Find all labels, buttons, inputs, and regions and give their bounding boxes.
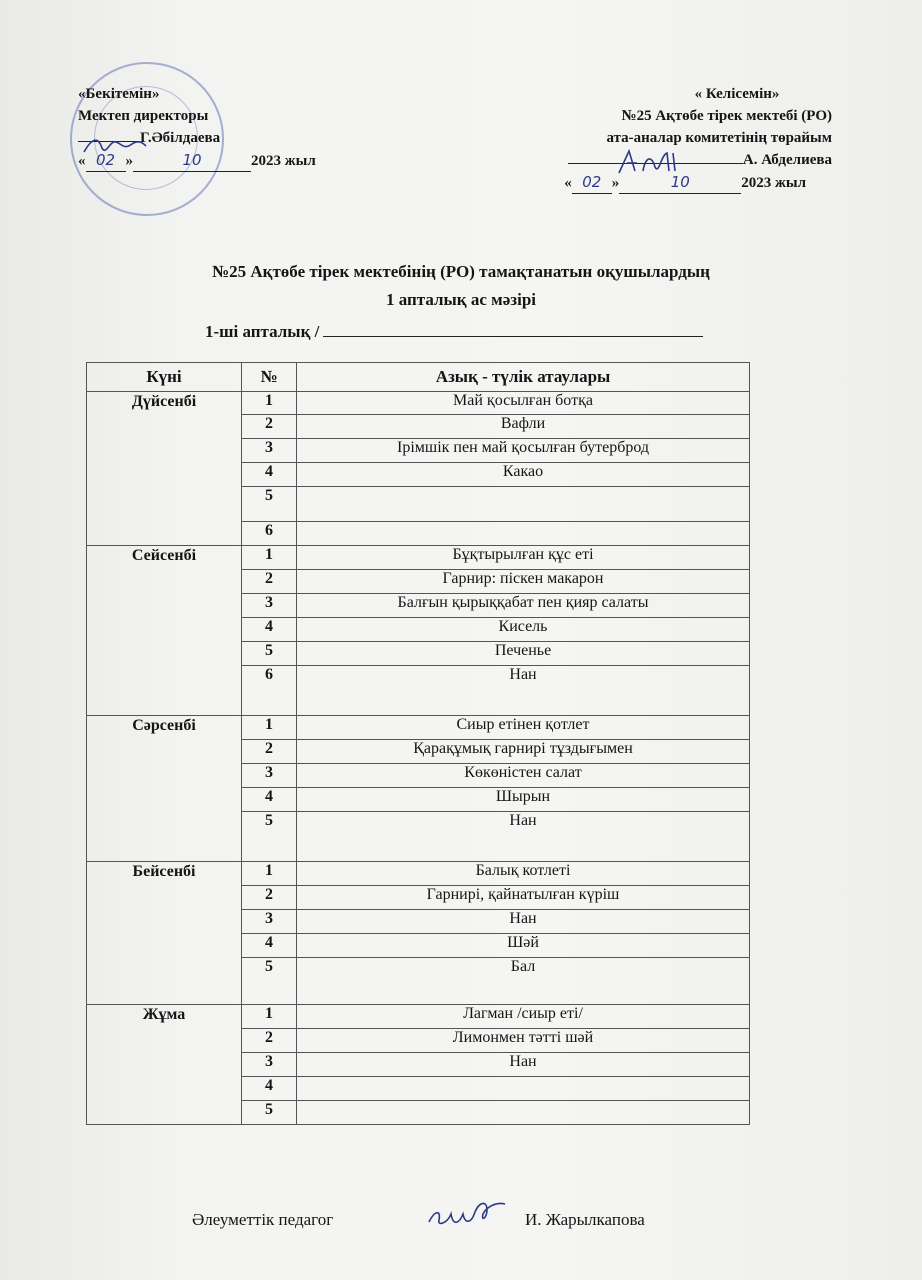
approval-title: «Бекітемін» bbox=[78, 86, 160, 102]
committee-signature bbox=[615, 145, 685, 179]
food-item-cell: Лагман /сиыр еті/ bbox=[297, 1005, 750, 1029]
header-number: № bbox=[242, 363, 297, 392]
food-item-cell: Вафли bbox=[297, 415, 750, 439]
item-number-cell: 1 bbox=[242, 1005, 297, 1029]
agreement-line1: №25 Ақтөбе тірек мектебі (РО) bbox=[621, 108, 832, 124]
food-item-cell bbox=[297, 1101, 750, 1125]
food-item-cell: Нан bbox=[297, 910, 750, 934]
table-row bbox=[87, 1005, 750, 1029]
document-title: №25 Ақтөбе тірек мектебінің (РО) тамақтанатын оқушылардың bbox=[212, 262, 710, 281]
day-cell: Жұма bbox=[87, 1005, 242, 1125]
day-cell: Сәрсенбі bbox=[87, 716, 242, 862]
item-number-cell: 3 bbox=[242, 1053, 297, 1077]
day-cell: Дүйсенбі bbox=[87, 392, 242, 546]
menu-table bbox=[86, 362, 750, 1125]
table-row bbox=[87, 392, 750, 415]
food-item-cell: Какао bbox=[297, 463, 750, 487]
approval-date-month: 10 bbox=[133, 149, 251, 172]
item-number-cell: 2 bbox=[242, 1029, 297, 1053]
item-number-cell: 4 bbox=[242, 463, 297, 487]
food-item-cell: Лимонмен тәтті шәй bbox=[297, 1029, 750, 1053]
item-number-cell: 5 bbox=[242, 812, 297, 862]
agreement-name: А. Абделиева bbox=[742, 152, 832, 168]
item-number-cell: 2 bbox=[242, 570, 297, 594]
table-row bbox=[87, 716, 750, 740]
item-number-cell: 5 bbox=[242, 487, 297, 522]
table-row bbox=[87, 546, 750, 570]
item-number-cell: 2 bbox=[242, 886, 297, 910]
header-food: Азық - түлік атаулары bbox=[297, 363, 750, 392]
food-item-cell: Нан bbox=[297, 1053, 750, 1077]
agreement-date-month: 10 bbox=[619, 171, 741, 194]
food-item-cell: Балғын қырыққабат пен қияр салаты bbox=[297, 594, 750, 618]
food-item-cell: Нан bbox=[297, 812, 750, 862]
agreement-title: « Келісемін» bbox=[694, 86, 780, 102]
food-item-cell: Көкөністен салат bbox=[297, 764, 750, 788]
week-label-row bbox=[205, 322, 703, 342]
footer-name: И. Жарылкапова bbox=[525, 1210, 645, 1229]
approval-date-year: 2023 жыл bbox=[251, 153, 316, 169]
item-number-cell: 5 bbox=[242, 958, 297, 1005]
item-number-cell: 1 bbox=[242, 392, 297, 415]
food-item-cell: Кисель bbox=[297, 618, 750, 642]
item-number-cell: 6 bbox=[242, 522, 297, 546]
agreement-date-year: 2023 жыл bbox=[741, 175, 806, 191]
item-number-cell: 4 bbox=[242, 618, 297, 642]
food-item-cell: Шырын bbox=[297, 788, 750, 812]
food-item-cell: Нан bbox=[297, 666, 750, 716]
approval-date-day: 02 bbox=[86, 149, 126, 172]
food-item-cell: Бұқтырылған құс еті bbox=[297, 546, 750, 570]
pedagogue-signature bbox=[425, 1196, 515, 1232]
header-day: Күні bbox=[87, 363, 242, 392]
food-item-cell bbox=[297, 487, 750, 522]
item-number-cell: 3 bbox=[242, 594, 297, 618]
item-number-cell: 1 bbox=[242, 546, 297, 570]
food-item-cell: Май қосылған ботқа bbox=[297, 392, 750, 415]
approval-name: Г.Әбілдаева bbox=[140, 130, 221, 146]
week-blank-line bbox=[323, 322, 703, 337]
food-item-cell: Сиыр етінен қотлет bbox=[297, 716, 750, 740]
week-label: 1-ші апталық / bbox=[205, 322, 320, 341]
item-number-cell: 6 bbox=[242, 666, 297, 716]
item-number-cell: 3 bbox=[242, 764, 297, 788]
table-row bbox=[87, 862, 750, 886]
agreement-date: « 02 » 10 2023 жыл bbox=[522, 171, 832, 194]
agreement-date-day: 02 bbox=[572, 171, 612, 194]
menu-table-body bbox=[87, 392, 750, 1125]
item-number-cell: 1 bbox=[242, 862, 297, 886]
agreement-line2: ата-аналар комитетінің төрайым bbox=[606, 130, 832, 146]
item-number-cell: 4 bbox=[242, 934, 297, 958]
director-signature bbox=[80, 130, 150, 160]
document-subtitle: 1 апталық ас мәзірі bbox=[385, 290, 537, 309]
footer-position: Әлеуметтік педагог bbox=[192, 1210, 334, 1229]
item-number-cell: 4 bbox=[242, 1077, 297, 1101]
item-number-cell: 3 bbox=[242, 910, 297, 934]
item-number-cell: 5 bbox=[242, 1101, 297, 1125]
item-number-cell: 1 bbox=[242, 716, 297, 740]
food-item-cell: Гарнир: піскен макарон bbox=[297, 570, 750, 594]
item-number-cell: 2 bbox=[242, 740, 297, 764]
food-item-cell: Печенье bbox=[297, 642, 750, 666]
item-number-cell: 3 bbox=[242, 439, 297, 463]
approval-date: « 02 » 10 2023 жыл bbox=[78, 149, 378, 172]
food-item-cell bbox=[297, 522, 750, 546]
food-item-cell: Шәй bbox=[297, 934, 750, 958]
table-header-row bbox=[87, 363, 750, 392]
approval-position: Мектеп директоры bbox=[78, 108, 209, 124]
food-item-cell: Қарақұмық гарнирі тұздығымен bbox=[297, 740, 750, 764]
food-item-cell: Бал bbox=[297, 958, 750, 1005]
food-item-cell: Ірімшік пен май қосылған бутерброд bbox=[297, 439, 750, 463]
food-item-cell: Балық котлеті bbox=[297, 862, 750, 886]
food-item-cell: Гарнирі, қайнатылған күріш bbox=[297, 886, 750, 910]
food-item-cell bbox=[297, 1077, 750, 1101]
item-number-cell: 5 bbox=[242, 642, 297, 666]
day-cell: Сейсенбі bbox=[87, 546, 242, 716]
day-cell: Бейсенбі bbox=[87, 862, 242, 1005]
item-number-cell: 4 bbox=[242, 788, 297, 812]
item-number-cell: 2 bbox=[242, 415, 297, 439]
